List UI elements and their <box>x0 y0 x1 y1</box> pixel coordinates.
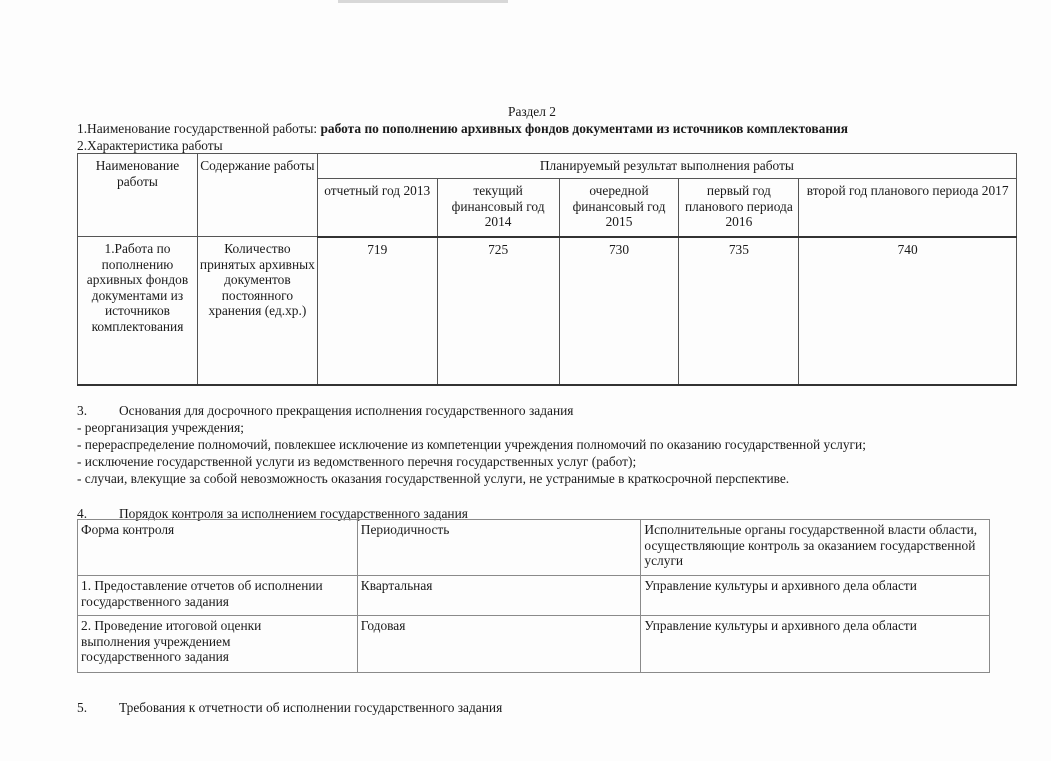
header-year-2015: очередной финансовый год 2015 <box>559 179 679 237</box>
work-name-value: работа по пополнению архивных фондов документами из источников комплектования <box>320 121 848 136</box>
section5-number: 5. <box>77 700 88 715</box>
section5-heading <box>77 700 502 716</box>
authority: Управление культуры и архивного дела области <box>641 616 990 673</box>
value-2017: 740 <box>799 237 1017 385</box>
header-year-2017: второй год планового периода 2017 <box>799 179 1017 237</box>
section3-item: - реорганизация учреждения; <box>77 420 244 435</box>
row-work-content: Количество принятых архивных документов постоянного хранения (ед.хр.) <box>197 237 317 385</box>
value-2013: 719 <box>317 237 437 385</box>
header-authorities: Исполнительные органы государственной власти области, осуществляющие контроль за оказанием государственной услуги <box>641 520 990 576</box>
header-control-form: Форма контроля <box>78 520 358 576</box>
row-work-name: 1.Работа по пополнению архивных фондов документами из источников комплектования <box>78 237 198 385</box>
control-form: 2. Проведение итоговой оценки выполнения учреждением государственного задания <box>78 616 358 673</box>
control-table <box>77 519 990 673</box>
periodicity: Квартальная <box>357 576 641 616</box>
table-row <box>78 616 990 673</box>
value-2016: 735 <box>679 237 799 385</box>
scan-artifact <box>338 0 508 3</box>
value-2014: 725 <box>437 237 559 385</box>
section-title: Раздел 2 <box>508 104 556 119</box>
section3-item: - случаи, влекущие за собой невозможность оказания государственной услуги, не устранимые в краткосрочной перспективе. <box>77 471 790 486</box>
section3-item: - перераспределение полномочий, повлекшее исключение из компетенции учреждения полномочий по оказанию государственной услуги; <box>77 437 866 452</box>
table-row <box>78 576 990 616</box>
control-form: 1. Предоставление отчетов об исполнении государственного задания <box>78 576 358 616</box>
work-name-line <box>77 121 848 137</box>
section3-heading <box>77 403 573 419</box>
header-year-2016: первый год планового периода 2016 <box>679 179 799 237</box>
section4-title: Порядок контроля за исполнением государственного задания <box>119 506 468 521</box>
authority: Управление культуры и архивного дела области <box>641 576 990 616</box>
header-year-2013: отчетный год 2013 <box>317 179 437 237</box>
section3-number: 3. <box>77 403 88 418</box>
section3-title: Основания для досрочного прекращения исполнения государственного задания <box>119 403 574 418</box>
section5-title: Требования к отчетности об исполнении государственного задания <box>119 700 503 715</box>
section3-item: - исключение государственной услуги из ведомственного перечня государственных услуг (работ); <box>77 454 637 469</box>
header-work-name: Наименование работы <box>78 154 198 237</box>
section4-number: 4. <box>77 506 88 521</box>
header-periodicity: Периодичность <box>357 520 641 576</box>
characteristics-title: 2.Характеристика работы <box>77 138 223 153</box>
header-planned-result: Планируемый результат выполнения работы <box>317 154 1016 179</box>
value-2015: 730 <box>559 237 679 385</box>
periodicity: Годовая <box>357 616 641 673</box>
work-name-label: 1.Наименование государственной работы: <box>77 121 321 136</box>
work-characteristics-table <box>77 153 1017 386</box>
header-year-2014: текущий финансовый год 2014 <box>437 179 559 237</box>
table-row <box>78 237 1017 385</box>
header-work-content: Содержание работы <box>197 154 317 237</box>
